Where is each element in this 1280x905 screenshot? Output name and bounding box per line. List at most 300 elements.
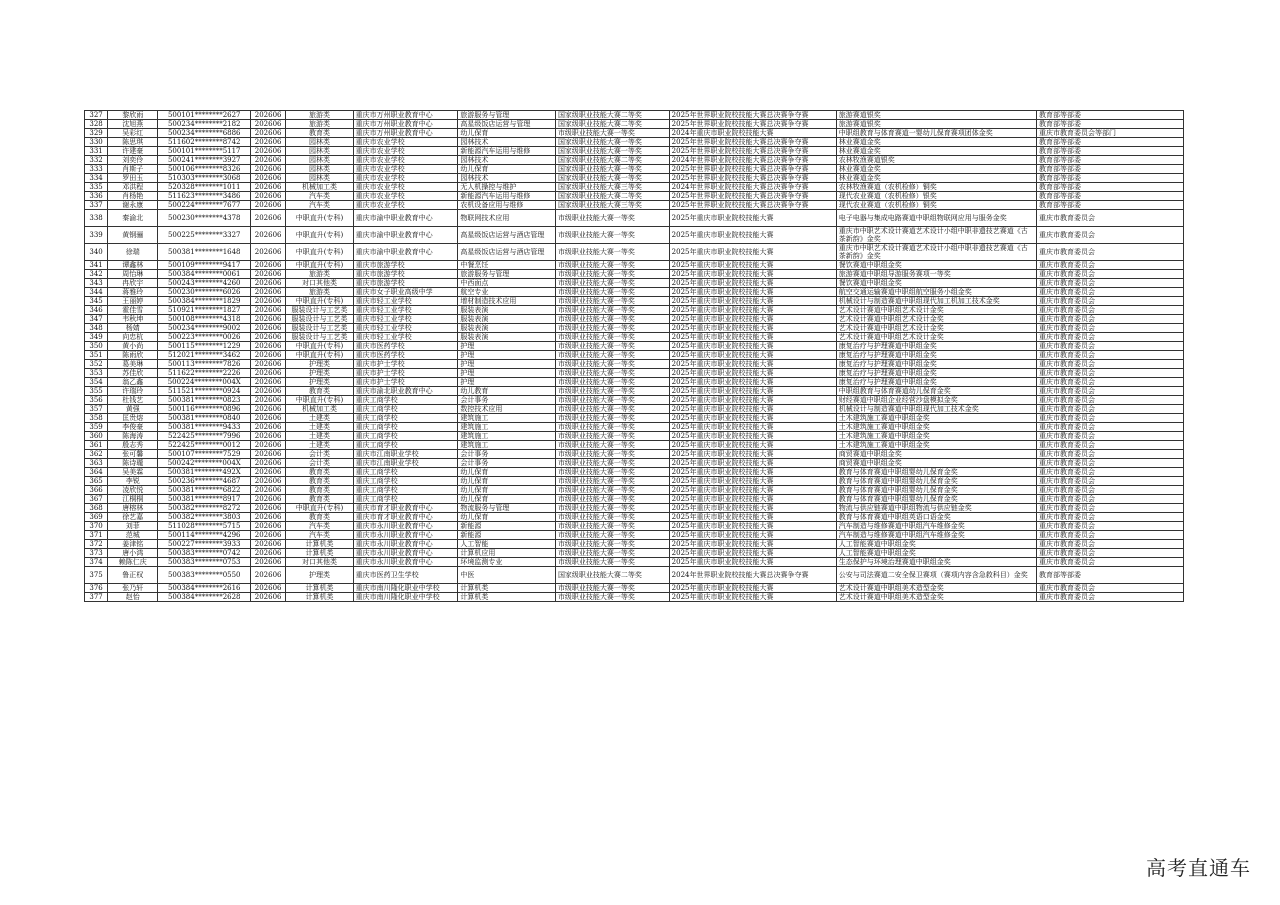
- student-name-cell: 蒋雅玲: [108, 288, 158, 297]
- award-detail-cell: 汽车制造与维修赛道中职组汽车维修金奖: [836, 522, 1036, 531]
- award-level-cell: 市级职业技能大赛一等奖: [555, 270, 669, 279]
- competition-cell: 2025年重庆市职业院校技能大赛: [669, 396, 836, 405]
- year-cell: 202606: [251, 405, 286, 414]
- issuer-cell: 重庆市教育委员会: [1036, 244, 1183, 261]
- category-cell: 土建类: [286, 414, 353, 423]
- issuer-cell: 重庆市教育委员会: [1036, 441, 1183, 450]
- id-number-cell: 500227********3933: [158, 540, 251, 549]
- issuer-cell: 重庆市教育委员会: [1036, 593, 1183, 602]
- competition-cell: 2025年重庆市职业院校技能大赛: [669, 227, 836, 244]
- award-detail-cell: 康复治疗与护理赛道中职组金奖: [836, 351, 1036, 360]
- award-detail-cell: 中职组教育与体育赛道一婴幼儿保育赛项团体金奖: [836, 129, 1036, 138]
- issuer-cell: 重庆市教育委员会: [1036, 495, 1183, 504]
- award-level-cell: 市级职业技能大赛一等奖: [555, 558, 669, 567]
- issuer-cell: 重庆市教育委员会: [1036, 513, 1183, 522]
- award-level-cell: 国家级职业技能大赛三等奖: [555, 183, 669, 192]
- school-cell: 重庆市旅游学校: [353, 279, 458, 288]
- major-cell: 幼儿保育: [458, 486, 556, 495]
- award-detail-cell: 林业赛道金奖: [836, 138, 1036, 147]
- award-detail-cell: 教育与体育赛道中职组婴幼儿保育金奖: [836, 486, 1036, 495]
- id-number-cell: 500384********1829: [158, 297, 251, 306]
- seq-number-cell: 351: [85, 351, 108, 360]
- category-cell: 园林类: [286, 174, 353, 183]
- issuer-cell: 重庆市教育委员会: [1036, 306, 1183, 315]
- award-level-cell: 国家级职业技能大赛二等奖: [555, 156, 669, 165]
- table-row: [85, 432, 1184, 441]
- award-level-cell: 市级职业技能大赛一等奖: [555, 540, 669, 549]
- issuer-cell: 重庆市教育委员会: [1036, 584, 1183, 593]
- category-cell: 旅游类: [286, 120, 353, 129]
- school-cell: 重庆市轻工业学校: [353, 306, 458, 315]
- issuer-cell: 重庆市教育委员会: [1036, 324, 1183, 333]
- id-number-cell: 500113********7826: [158, 360, 251, 369]
- award-level-cell: 市级职业技能大赛一等奖: [555, 414, 669, 423]
- major-cell: 幼儿保育: [458, 468, 556, 477]
- student-name-cell: 姜津铭: [108, 540, 158, 549]
- award-level-cell: 国家级职业技能大赛三等奖: [555, 201, 669, 210]
- year-cell: 202606: [251, 156, 286, 165]
- school-cell: 重庆工商学校: [353, 441, 458, 450]
- id-number-cell: 500383********0753: [158, 558, 251, 567]
- major-cell: 物流服务与管理: [458, 504, 556, 513]
- student-name-cell: 吴彩红: [108, 129, 158, 138]
- award-level-cell: 市级职业技能大赛一等奖: [555, 459, 669, 468]
- year-cell: 202606: [251, 297, 286, 306]
- major-cell: 航空专业: [458, 288, 556, 297]
- major-cell: 中餐烹饪: [458, 261, 556, 270]
- school-cell: 重庆工商学校: [353, 396, 458, 405]
- school-cell: 重庆工商学校: [353, 477, 458, 486]
- school-cell: 重庆市农业学校: [353, 147, 458, 156]
- table-row: [85, 441, 1184, 450]
- id-number-cell: 500234********6886: [158, 129, 251, 138]
- table-row: [85, 486, 1184, 495]
- id-number-cell: 512021********3462: [158, 351, 251, 360]
- issuer-cell: 教育部等部委: [1036, 147, 1183, 156]
- award-level-cell: 市级职业技能大赛一等奖: [555, 504, 669, 513]
- competition-cell: 2025年重庆市职业院校技能大赛: [669, 369, 836, 378]
- category-cell: 教育类: [286, 495, 353, 504]
- category-cell: 护理类: [286, 369, 353, 378]
- seq-number-cell: 344: [85, 288, 108, 297]
- school-cell: 重庆市旅游学校: [353, 270, 458, 279]
- issuer-cell: 重庆市教育委员会: [1036, 423, 1183, 432]
- award-roster-table: [84, 110, 1184, 602]
- id-number-cell: 500383********0742: [158, 549, 251, 558]
- category-cell: 中职直升(专科): [286, 342, 353, 351]
- major-cell: 服装表演: [458, 315, 556, 324]
- seq-number-cell: 338: [85, 210, 108, 227]
- table-row: [85, 201, 1184, 210]
- category-cell: 会计类: [286, 459, 353, 468]
- major-cell: 幼儿保育: [458, 513, 556, 522]
- table-row: [85, 584, 1184, 593]
- award-detail-cell: 艺术设计赛道中职组艺术设计金奖: [836, 315, 1036, 324]
- issuer-cell: 重庆市教育委员会: [1036, 279, 1183, 288]
- year-cell: 202606: [251, 513, 286, 522]
- school-cell: 重庆市永川职业教育中心: [353, 558, 458, 567]
- category-cell: 服装设计与工艺类: [286, 324, 353, 333]
- award-detail-cell: 商贸赛道中职组金奖: [836, 459, 1036, 468]
- competition-cell: 2025年重庆市职业院校技能大赛: [669, 441, 836, 450]
- table-row: [85, 297, 1184, 306]
- student-name-cell: 唐榕林: [108, 504, 158, 513]
- major-cell: 幼儿保育: [458, 129, 556, 138]
- student-name-cell: 罗田玉: [108, 174, 158, 183]
- seq-number-cell: 349: [85, 333, 108, 342]
- major-cell: 护理: [458, 378, 556, 387]
- award-level-cell: 市级职业技能大赛一等奖: [555, 369, 669, 378]
- award-detail-cell: 餐饮赛道中职组金奖: [836, 261, 1036, 270]
- school-cell: 重庆工商学校: [353, 495, 458, 504]
- table-row: [85, 288, 1184, 297]
- id-number-cell: 500241********3927: [158, 156, 251, 165]
- school-cell: 重庆工商学校: [353, 468, 458, 477]
- id-number-cell: 500223********0026: [158, 333, 251, 342]
- table-row: [85, 129, 1184, 138]
- table-row: [85, 147, 1184, 156]
- issuer-cell: 重庆市教育委员会: [1036, 333, 1183, 342]
- student-name-cell: 向忠杭: [108, 333, 158, 342]
- student-name-cell: 周怡琳: [108, 270, 158, 279]
- school-cell: 重庆市轻工业学校: [353, 333, 458, 342]
- school-cell: 重庆市南川隆化职业中学校: [353, 593, 458, 602]
- school-cell: 重庆市永川职业教育中心: [353, 531, 458, 540]
- student-name-cell: 陈思琪: [108, 138, 158, 147]
- student-name-cell: 张乃轩: [108, 584, 158, 593]
- award-level-cell: 市级职业技能大赛一等奖: [555, 244, 669, 261]
- year-cell: 202606: [251, 486, 286, 495]
- table-row: [85, 567, 1184, 584]
- school-cell: 重庆市护士学校: [353, 360, 458, 369]
- category-cell: 教育类: [286, 387, 353, 396]
- award-detail-cell: 土木建筑施工赛道中职组金奖: [836, 423, 1036, 432]
- major-cell: 护理: [458, 360, 556, 369]
- major-cell: 新能源汽车运用与维修: [458, 147, 556, 156]
- student-name-cell: 陈诗瓏: [108, 459, 158, 468]
- issuer-cell: 重庆市教育委员会: [1036, 468, 1183, 477]
- student-name-cell: 江桐桐: [108, 495, 158, 504]
- year-cell: 202606: [251, 441, 286, 450]
- student-name-cell: 赖陈仁庆: [108, 558, 158, 567]
- category-cell: 中职直升(专科): [286, 227, 353, 244]
- table-row: [85, 468, 1184, 477]
- student-name-cell: 鲁正权: [108, 567, 158, 584]
- student-name-cell: 肖斯子: [108, 165, 158, 174]
- student-name-cell: 李俊豪: [108, 423, 158, 432]
- seq-number-cell: 337: [85, 201, 108, 210]
- award-detail-cell: 重庆市中职艺术设计赛道艺术设计小组中职非遗技艺赛道《古茶新韵》金奖: [836, 227, 1036, 244]
- table-row: [85, 414, 1184, 423]
- school-cell: 重庆市育才职业教育中心: [353, 504, 458, 513]
- seq-number-cell: 359: [85, 423, 108, 432]
- award-detail-cell: 艺术设计赛道中职组艺术设计金奖: [836, 324, 1036, 333]
- issuer-cell: 重庆市教育委员会: [1036, 342, 1183, 351]
- major-cell: 幼儿保育: [458, 165, 556, 174]
- seq-number-cell: 335: [85, 183, 108, 192]
- award-level-cell: 市级职业技能大赛一等奖: [555, 333, 669, 342]
- award-detail-cell: 机械设计与制造赛道中职组现代加工机加工技术金奖: [836, 297, 1036, 306]
- seq-number-cell: 360: [85, 432, 108, 441]
- competition-cell: 2024年重庆市职业院校技能大赛: [669, 129, 836, 138]
- issuer-cell: 教育部等部委: [1036, 156, 1183, 165]
- table-row: [85, 138, 1184, 147]
- competition-cell: 2025年世界职业院校技能大赛总决赛争夺赛: [669, 192, 836, 201]
- seq-number-cell: 348: [85, 324, 108, 333]
- category-cell: 中职直升(专科): [286, 396, 353, 405]
- major-cell: 中西面点: [458, 279, 556, 288]
- seq-number-cell: 370: [85, 522, 108, 531]
- category-cell: 园林类: [286, 156, 353, 165]
- competition-cell: 2025年重庆市职业院校技能大赛: [669, 270, 836, 279]
- student-name-cell: 霍佳雪: [108, 306, 158, 315]
- student-name-cell: 殷志秀: [108, 441, 158, 450]
- seq-number-cell: 374: [85, 558, 108, 567]
- id-number-cell: 500101********2627: [158, 111, 251, 120]
- seq-number-cell: 364: [85, 468, 108, 477]
- competition-cell: 2025年重庆市职业院校技能大赛: [669, 432, 836, 441]
- id-number-cell: 500107********7529: [158, 450, 251, 459]
- student-name-cell: 黄强: [108, 405, 158, 414]
- award-detail-cell: 商贸赛道中职组金奖: [836, 450, 1036, 459]
- year-cell: 202606: [251, 369, 286, 378]
- year-cell: 202606: [251, 432, 286, 441]
- year-cell: 202606: [251, 129, 286, 138]
- major-cell: 建筑施工: [458, 423, 556, 432]
- competition-cell: 2025年重庆市职业院校技能大赛: [669, 540, 836, 549]
- seq-number-cell: 342: [85, 270, 108, 279]
- school-cell: 重庆市江南职业学校: [353, 459, 458, 468]
- year-cell: 202606: [251, 558, 286, 567]
- school-cell: 重庆市轻工业学校: [353, 324, 458, 333]
- seq-number-cell: 330: [85, 138, 108, 147]
- table-row: [85, 522, 1184, 531]
- major-cell: 建筑施工: [458, 414, 556, 423]
- category-cell: 护理类: [286, 567, 353, 584]
- year-cell: 202606: [251, 279, 286, 288]
- table-row: [85, 513, 1184, 522]
- table-row: [85, 351, 1184, 360]
- student-name-cell: 黎欣雨: [108, 111, 158, 120]
- table-row: [85, 111, 1184, 120]
- award-detail-cell: 林业赛道金奖: [836, 165, 1036, 174]
- seq-number-cell: 341: [85, 261, 108, 270]
- award-detail-cell: 汽车制造与维修赛道中职组汽车维修金奖: [836, 531, 1036, 540]
- category-cell: 教育类: [286, 129, 353, 138]
- issuer-cell: 重庆市教育委员会: [1036, 378, 1183, 387]
- school-cell: 重庆市农业学校: [353, 165, 458, 174]
- category-cell: 旅游类: [286, 288, 353, 297]
- award-detail-cell: 中职组教育与体育赛道幼儿保育金奖: [836, 387, 1036, 396]
- id-number-cell: 500243********4260: [158, 279, 251, 288]
- year-cell: 202606: [251, 387, 286, 396]
- student-name-cell: 谭鑫林: [108, 261, 158, 270]
- student-name-cell: 徐瑞: [108, 244, 158, 261]
- year-cell: 202606: [251, 306, 286, 315]
- major-cell: 农机设备应用与维修: [458, 201, 556, 210]
- major-cell: 计算机应用: [458, 549, 556, 558]
- school-cell: 重庆市永川职业教育中心: [353, 522, 458, 531]
- seq-number-cell: 372: [85, 540, 108, 549]
- table-row: [85, 210, 1184, 227]
- award-detail-cell: 康复治疗与护理赛道中职组金奖: [836, 342, 1036, 351]
- id-number-cell: 510303********3068: [158, 174, 251, 183]
- major-cell: 无人机操控与维护: [458, 183, 556, 192]
- award-level-cell: 市级职业技能大赛一等奖: [555, 297, 669, 306]
- award-level-cell: 市级职业技能大赛一等奖: [555, 549, 669, 558]
- award-level-cell: 市级职业技能大赛一等奖: [555, 324, 669, 333]
- student-name-cell: 葛美琳: [108, 360, 158, 369]
- seq-number-cell: 369: [85, 513, 108, 522]
- year-cell: 202606: [251, 360, 286, 369]
- category-cell: 计算机类: [286, 584, 353, 593]
- issuer-cell: 重庆市教育委员会: [1036, 540, 1183, 549]
- school-cell: 重庆市农业学校: [353, 201, 458, 210]
- year-cell: 202606: [251, 165, 286, 174]
- school-cell: 重庆市农业学校: [353, 192, 458, 201]
- competition-cell: 2025年重庆市职业院校技能大赛: [669, 468, 836, 477]
- id-number-cell: 500381********0823: [158, 396, 251, 405]
- year-cell: 202606: [251, 522, 286, 531]
- issuer-cell: 重庆市教育委员会: [1036, 558, 1183, 567]
- major-cell: 建筑施工: [458, 441, 556, 450]
- major-cell: 护理: [458, 369, 556, 378]
- award-detail-cell: 艺术设计赛道中职组美术造型金奖: [836, 593, 1036, 602]
- award-detail-cell: 机械设计与制造赛道中职组现代加工技术金奖: [836, 405, 1036, 414]
- student-name-cell: 刘菲: [108, 522, 158, 531]
- category-cell: 服装设计与工艺类: [286, 306, 353, 315]
- id-number-cell: 500381********492X: [158, 468, 251, 477]
- issuer-cell: 教育部等部委: [1036, 183, 1183, 192]
- student-name-cell: 陈雨欣: [108, 351, 158, 360]
- table-row: [85, 459, 1184, 468]
- school-cell: 重庆市护士学校: [353, 369, 458, 378]
- competition-cell: 2025年世界职业院校技能大赛总决赛争夺赛: [669, 174, 836, 183]
- major-cell: 幼儿保育: [458, 477, 556, 486]
- student-name-cell: 韦秋坤: [108, 315, 158, 324]
- category-cell: 园林类: [286, 138, 353, 147]
- competition-cell: 2025年重庆市职业院校技能大赛: [669, 558, 836, 567]
- id-number-cell: 500381********6822: [158, 486, 251, 495]
- competition-cell: 2025年世界职业院校技能大赛总决赛争夺赛: [669, 147, 836, 156]
- year-cell: 202606: [251, 138, 286, 147]
- seq-number-cell: 361: [85, 441, 108, 450]
- year-cell: 202606: [251, 396, 286, 405]
- competition-cell: 2025年重庆市职业院校技能大赛: [669, 423, 836, 432]
- category-cell: 服装设计与工艺类: [286, 315, 353, 324]
- issuer-cell: 教育部等部委: [1036, 138, 1183, 147]
- award-detail-cell: 教育与体育赛道中职组婴幼儿保育金奖: [836, 468, 1036, 477]
- seq-number-cell: 355: [85, 387, 108, 396]
- school-cell: 重庆市万州职业教育中心: [353, 129, 458, 138]
- school-cell: 重庆市农业学校: [353, 156, 458, 165]
- award-level-cell: 市级职业技能大赛一等奖: [555, 495, 669, 504]
- award-level-cell: 市级职业技能大赛一等奖: [555, 261, 669, 270]
- award-detail-cell: 教育与体育赛道中职组婴幼儿保育金奖: [836, 477, 1036, 486]
- category-cell: 教育类: [286, 468, 353, 477]
- year-cell: 202606: [251, 540, 286, 549]
- id-number-cell: 500108********4318: [158, 315, 251, 324]
- category-cell: 中职直升(专科): [286, 244, 353, 261]
- award-detail-cell: 土木建筑施工赛道中职组金奖: [836, 441, 1036, 450]
- seq-number-cell: 356: [85, 396, 108, 405]
- competition-cell: 2025年重庆市职业院校技能大赛: [669, 210, 836, 227]
- category-cell: 园林类: [286, 165, 353, 174]
- award-detail-cell: 艺术设计赛道中职组美术造型金奖: [836, 584, 1036, 593]
- category-cell: 中职直升(专科): [286, 297, 353, 306]
- student-name-cell: 许建豪: [108, 147, 158, 156]
- year-cell: 202606: [251, 459, 286, 468]
- issuer-cell: 重庆市教育委员会: [1036, 270, 1183, 279]
- issuer-cell: 重庆市教育委员会: [1036, 504, 1183, 513]
- issuer-cell: 重庆市教育委员会: [1036, 369, 1183, 378]
- school-cell: 重庆市女子职业高级中学: [353, 288, 458, 297]
- award-detail-cell: 土木建筑施工赛道中职组金奖: [836, 432, 1036, 441]
- competition-cell: 2025年重庆市职业院校技能大赛: [669, 342, 836, 351]
- table-row: [85, 531, 1184, 540]
- table-row: [85, 549, 1184, 558]
- issuer-cell: 重庆市教育委员会: [1036, 531, 1183, 540]
- student-name-cell: 王丽婷: [108, 297, 158, 306]
- school-cell: 重庆市永川职业教育中心: [353, 549, 458, 558]
- id-number-cell: 500101********5117: [158, 147, 251, 156]
- seq-number-cell: 362: [85, 450, 108, 459]
- major-cell: 幼儿保育: [458, 495, 556, 504]
- major-cell: 新能源: [458, 522, 556, 531]
- seq-number-cell: 334: [85, 174, 108, 183]
- seq-number-cell: 328: [85, 120, 108, 129]
- issuer-cell: 教育部等部委: [1036, 567, 1183, 584]
- id-number-cell: 500116********0896: [158, 405, 251, 414]
- award-detail-cell: 康复治疗与护理赛道中职组金奖: [836, 360, 1036, 369]
- table-row: [85, 396, 1184, 405]
- seq-number-cell: 375: [85, 567, 108, 584]
- category-cell: 计算机类: [286, 549, 353, 558]
- id-number-cell: 500230********6026: [158, 288, 251, 297]
- school-cell: 重庆市渝中职业教育中心: [353, 210, 458, 227]
- award-detail-cell: 农林牧渔赛道（农机检修）铜奖: [836, 183, 1036, 192]
- year-cell: 202606: [251, 593, 286, 602]
- seq-number-cell: 343: [85, 279, 108, 288]
- id-number-cell: 511622********2226: [158, 369, 251, 378]
- award-detail-cell: 生态保护与环境治理赛道中职组金奖: [836, 558, 1036, 567]
- major-cell: 新能源汽车运用与维修: [458, 192, 556, 201]
- id-number-cell: 500382********8272: [158, 504, 251, 513]
- award-detail-cell: 公安与司法赛道二安全保卫赛项（赛项内容含急救科目）金奖: [836, 567, 1036, 584]
- issuer-cell: 重庆市教育委员会: [1036, 261, 1183, 270]
- table-row: [85, 165, 1184, 174]
- award-level-cell: 市级职业技能大赛一等奖: [555, 306, 669, 315]
- competition-cell: 2025年重庆市职业院校技能大赛: [669, 414, 836, 423]
- id-number-cell: 510921********1827: [158, 306, 251, 315]
- table-row: [85, 333, 1184, 342]
- table-row: [85, 495, 1184, 504]
- category-cell: 旅游类: [286, 270, 353, 279]
- school-cell: 重庆市医药学校: [353, 342, 458, 351]
- award-detail-cell: 土木建筑施工赛道中职组金奖: [836, 414, 1036, 423]
- id-number-cell: 500106********8326: [158, 165, 251, 174]
- competition-cell: 2025年重庆市职业院校技能大赛: [669, 244, 836, 261]
- award-level-cell: 市级职业技能大赛一等奖: [555, 584, 669, 593]
- student-name-cell: 谢永康: [108, 201, 158, 210]
- category-cell: 会计类: [286, 450, 353, 459]
- competition-cell: 2025年重庆市职业院校技能大赛: [669, 513, 836, 522]
- award-detail-cell: 艺术设计赛道中职组艺术设计金奖: [836, 306, 1036, 315]
- major-cell: 高星级饭店运营与酒店管理: [458, 244, 556, 261]
- major-cell: 环境监测专业: [458, 558, 556, 567]
- award-detail-cell: 康复治疗与护理赛道中职组金奖: [836, 369, 1036, 378]
- student-name-cell: 赵怡: [108, 593, 158, 602]
